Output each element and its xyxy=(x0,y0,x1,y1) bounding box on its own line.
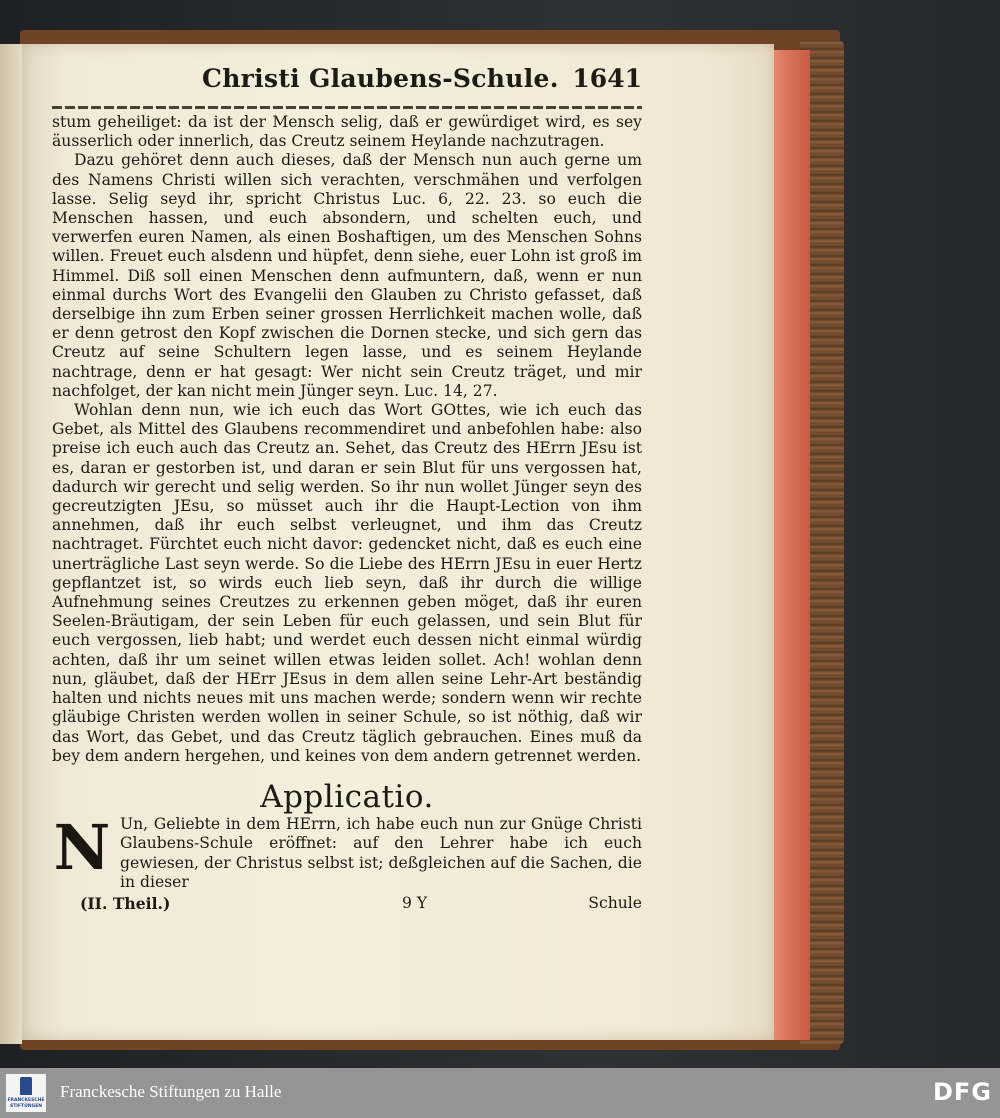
dfg-logo[interactable]: DFG xyxy=(932,1078,992,1106)
application-paragraph xyxy=(52,811,642,892)
left-page-sliver xyxy=(0,44,22,1044)
logo-text-top: FRANCKESCHE xyxy=(7,1098,45,1103)
running-title: Christi Glaubens-Schule. xyxy=(202,64,559,93)
emblem-icon xyxy=(20,1077,32,1095)
page-content xyxy=(52,60,642,916)
page-number: 1641 xyxy=(572,64,642,93)
paragraph-1: stum geheiliget: da ist der Mensch selig, daß er gewürdiget wird, es sey äusserlich oder innerlich, das Creutz seinem Heylande nachzutragen. xyxy=(52,113,642,151)
catchword: Schule xyxy=(588,893,642,912)
body-text xyxy=(52,113,642,892)
sheet-mark: 9 Y xyxy=(402,893,428,912)
logo-text-bottom: STIFTUNGEN xyxy=(9,1104,43,1109)
section-heading: Applicatio. xyxy=(260,778,434,815)
paragraph-3: Wohlan denn nun, wie ich euch das Wort GOttes, wie ich euch das Gebet, als Mittel des Glaubens recommendiret und anbefohlen habe: also preise ich euch auch das Creutz an. Sehet, das Creutz des HErrn JEsu ist es, daran er gestorben ist, und daran er sein Blut für uns vergossen hat, dadurch wir gerecht und selig werden. So ihr nun wollet Jünger seyn des gecreutzigten JEsu, so müsset auch ihr die Haupt-Lection von ihm annehmen, daß ihr euch selbst verleugnet, und ihm das Creutz nachtraget. Fürchtet euch nicht davor: gedencket nicht, daß es euch eine unerträgliche Last seyn werde. So die Liebe des HErrn JEsu in euer Hertz gepflantzet ist, so wirds euch lieb seyn, daß ihr durch die willige Aufnehmung seines Creutzes zu erkennen geben möget, daß ihr euren Seelen-Bräutigam, der sein Leben für euch gelassen, und sein Blut für euch vergossen, lieb habt; und werdet euch dessen nicht einmal würdig achten, daß ihr um seinet willen etwas leiden sollet. Ach! wohlan denn nun, gläubet, daß der HErr JEsus in dem allen seine Lehr-Art beständig halten und nichts neues mit uns machen werde; sondern wenn wir rechte gläubige Christen werden wollen in seiner Schule, so ist nöthig, daß wir das Wort, das Gebet, und das Creutz täglich gebrauchen. Eines muß da bey dem andern hergehen, und keines von dem andern getrennet werden. xyxy=(52,401,642,765)
signature-mark: (II. Theil.) xyxy=(80,893,171,913)
institution-name[interactable]: Franckesche Stiftungen zu Halle xyxy=(60,1082,282,1101)
institution-logo[interactable] xyxy=(6,1074,46,1112)
running-header xyxy=(52,60,642,104)
viewer-footer-bar xyxy=(0,1068,1000,1118)
paragraph-2: Dazu gehöret denn auch dieses, daß der Mensch nun auch gerne um des Namens Christi willen sich verachten, verschmähen und verfolgen lasse. Selig seyd ihr, spricht Christus Luc. 6, 22. 23. so euch die Menschen hassen, und euch absondern, und schelten euch, und verwerfen euren Namen, als einen Boshaftigen, um des Menschen Sohns willen. Freuet euch alsdenn und hüpfet, denn siehe, euer Lohn ist groß im Himmel. Diß soll einen Menschen denn aufmuntern, daß, wenn er nun einmal durchs Wort des Evangelii den Glauben zu Christo gefasset, daß derselbige ihn zum Erben seiner grossen Herrlichkeit machen wolle, daß er denn getrost den Kopf zwischen die Dornen stecke, und sich gern das Creutz auf seine Schultern legen lasse, und es seinem Heylande nachtrage, denn er hat gesagt: Wer nicht sein Creutz träget, und mir nachfolget, der kan nicht mein Jünger seyn. Luc. 14, 27. xyxy=(52,151,642,400)
drop-cap-letter: N xyxy=(53,811,111,885)
application-text: Un, Geliebte in dem HErrn, ich habe euch nun zur Gnüge Christi Glaubens-Schule eröffnet: auf den Lehrer habe ich euch gewiesen, der Christus selbst ist; deßgleichen auf die Sachen, die in dieser xyxy=(120,815,642,891)
header-rule xyxy=(52,106,642,109)
page-footer xyxy=(52,894,642,916)
